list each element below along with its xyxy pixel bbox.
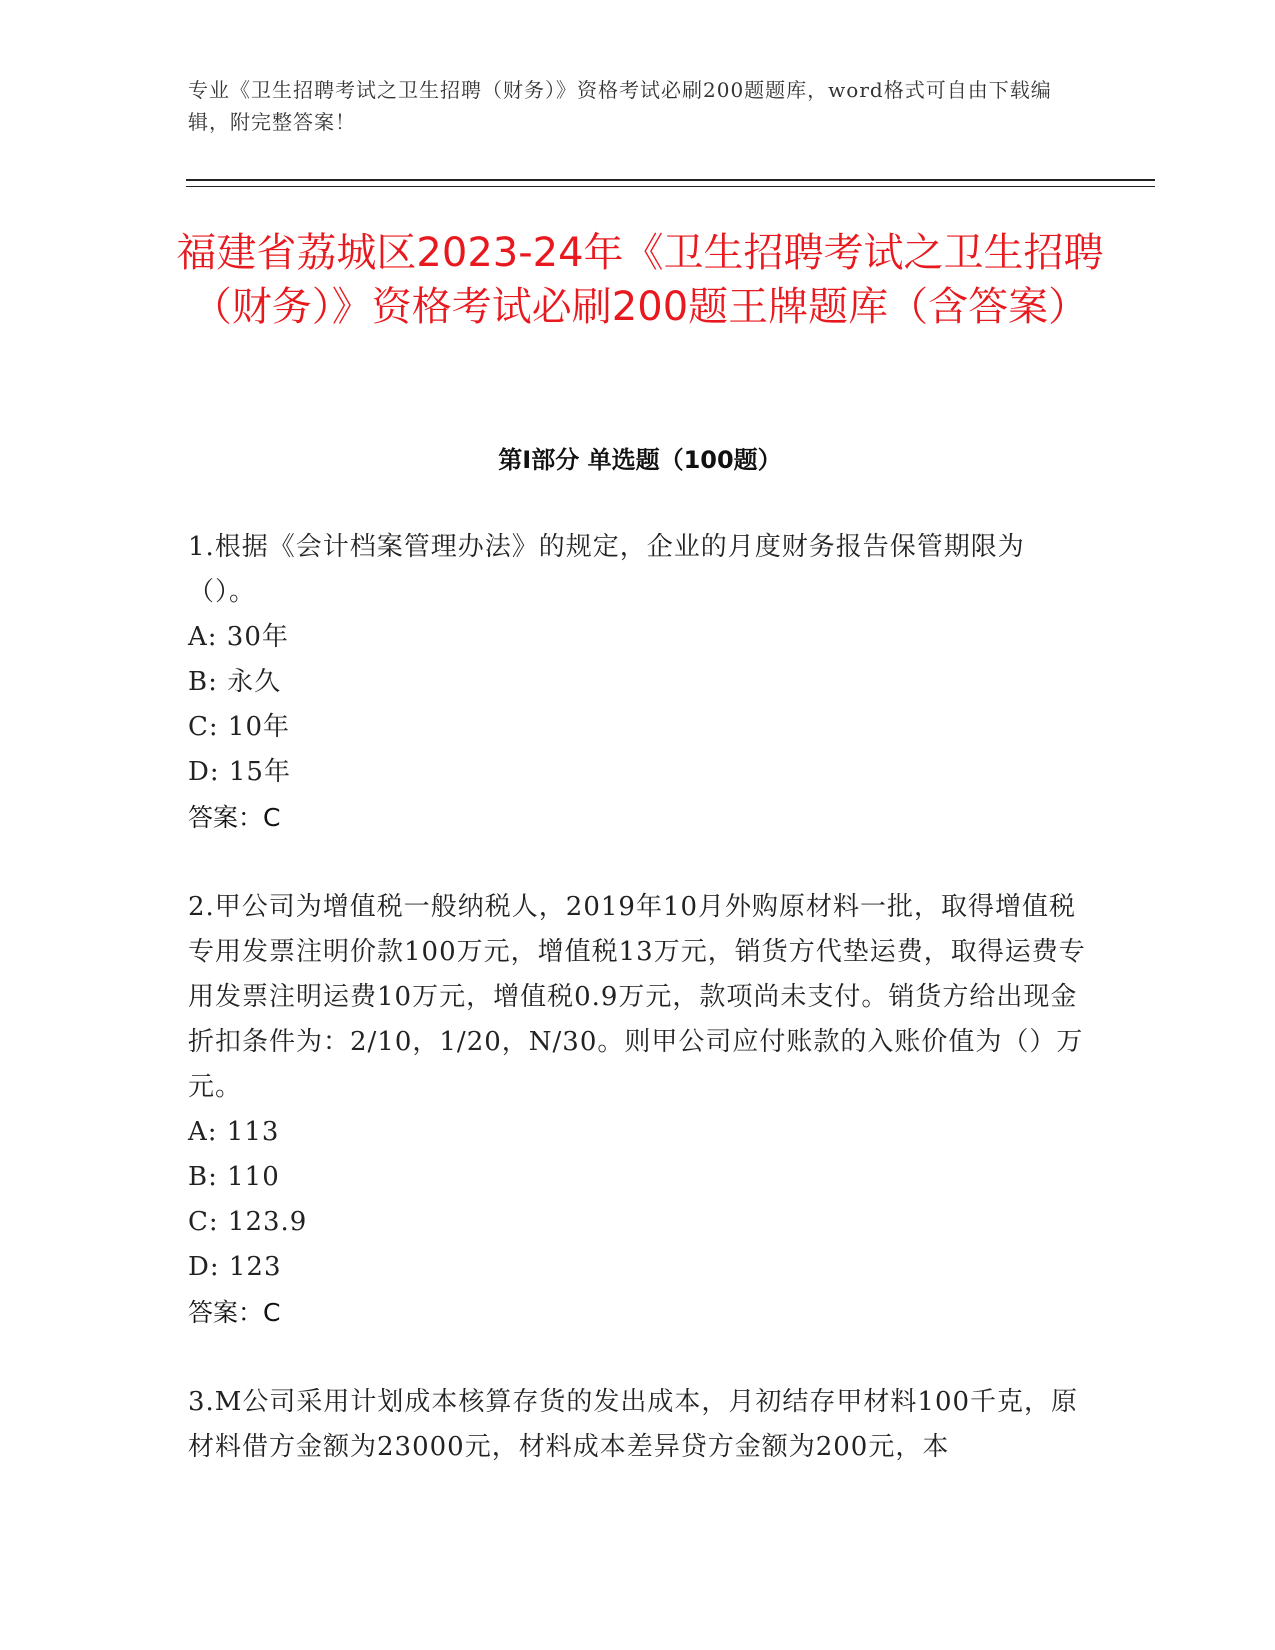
question-text: 3.M公司采用计划成本核算存货的发出成本，月初结存甲材料100千克，原材料借方金额为23000元，材料成本差异贷方金额为200元，本 <box>188 1387 1079 1462</box>
answer-line: 答案：C <box>188 1298 281 1327</box>
section-heading: 第Ⅰ部分 单选题（100题） <box>498 446 782 474</box>
answer-line: 答案：C <box>188 803 281 832</box>
option-d: D: 123 <box>188 1252 282 1282</box>
question-text: 2.甲公司为增值税一般纳税人，2019年10月外购原材料一批，取得增值税专用发票注明价款100万元，增值税13万元，销货方代垫运费，取得运费专用发票注明运费10万元，增值税0.9万元，款项尚未支付。销货方给出现金折扣条件为：2/10，1/20，N/30。则甲公司应付账款的入账价值为（）万元。 <box>188 892 1086 1102</box>
option-b: B: 永久 <box>188 667 282 697</box>
option-a: A: 30年 <box>188 622 289 652</box>
question-text: 1.根据《会计档案管理办法》的规定，企业的月度财务报告保管期限为（）。 <box>188 532 1025 607</box>
header-rule-thin <box>186 186 1155 187</box>
question-item <box>188 885 1088 1335</box>
header-rule-thick <box>186 179 1155 181</box>
option-c: C: 123.9 <box>188 1207 308 1237</box>
option-d: D: 15年 <box>188 757 291 787</box>
option-c: C: 10年 <box>188 712 291 742</box>
question-list <box>188 525 1088 1470</box>
question-item <box>188 1380 1088 1470</box>
header-note: 专业《卫生招聘考试之卫生招聘（财务）》资格考试必刷200题题库，word格式可自由下载编辑，附完整答案！ <box>188 78 1052 134</box>
document-title: 福建省荔城区2023-24年《卫生招聘考试之卫生招聘（财务）》资格考试必刷200题王牌题库（含答案） <box>176 230 1104 330</box>
option-a: A: 113 <box>188 1117 280 1147</box>
question-item <box>188 525 1088 840</box>
option-b: B: 110 <box>188 1162 280 1192</box>
